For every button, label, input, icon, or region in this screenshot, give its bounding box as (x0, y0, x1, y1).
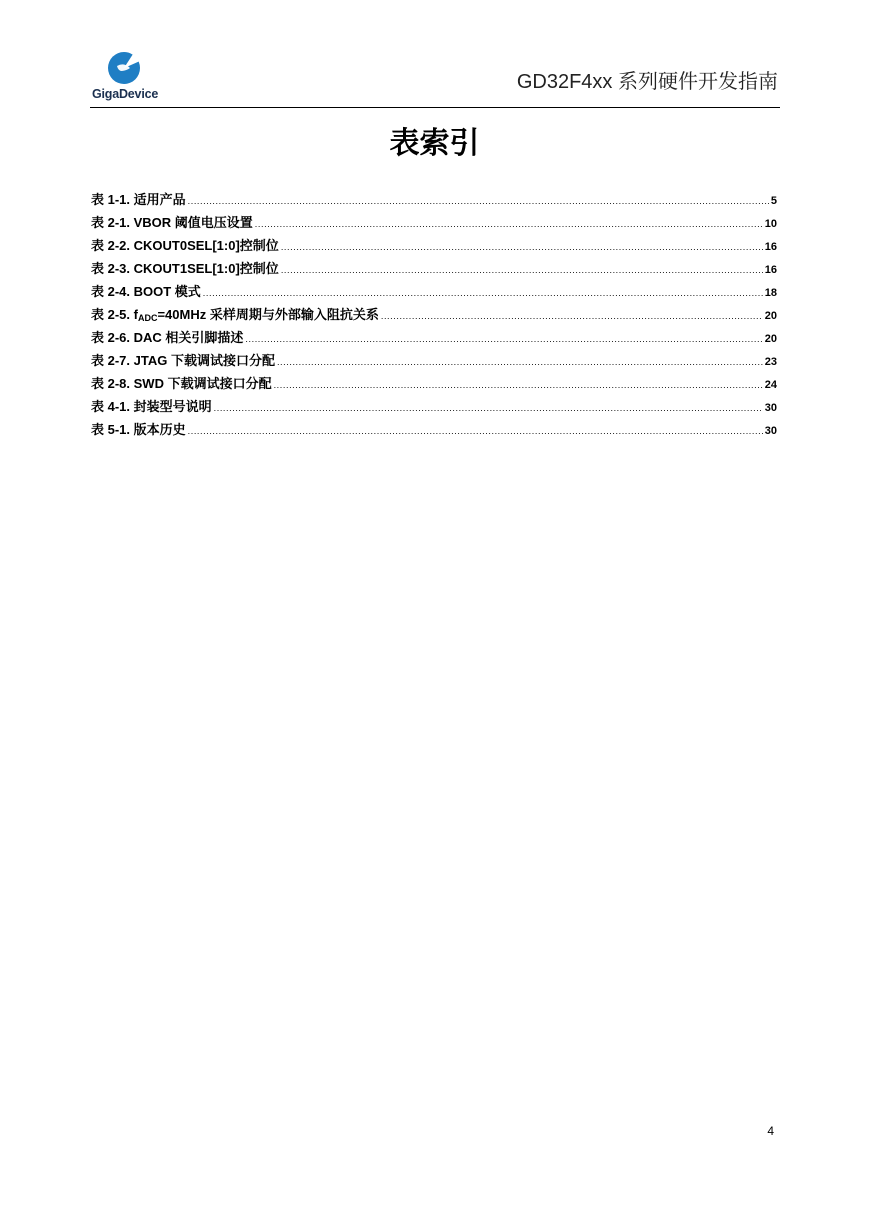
toc-entry-label: 表 2-1. VBOR 阈值电压设置 (91, 215, 253, 230)
toc-entry-page: 10 (764, 218, 777, 230)
toc-entry-label: 表 2-8. SWD 下载调试接口分配 (91, 376, 272, 391)
toc-entry[interactable] (91, 236, 777, 259)
logo-text: GigaDevice (92, 87, 159, 101)
toc-entry[interactable] (91, 351, 777, 374)
toc-entry-label-subscript: ADC (137, 313, 158, 323)
toc-entry-label: 表 2-3. CKOUT1SEL[1:0]控制位 (91, 261, 279, 276)
toc-entry-label: 表 5-1. 版本历史 (91, 422, 186, 437)
toc-entry-page: 16 (764, 241, 777, 253)
toc-entry[interactable] (91, 420, 777, 443)
toc-leader-dots (203, 283, 763, 303)
toc-entry-page: 20 (764, 310, 777, 322)
header-divider (90, 107, 780, 108)
toc-leader-dots (281, 237, 763, 257)
toc-entry[interactable] (91, 259, 777, 282)
toc-entry[interactable] (91, 328, 777, 351)
toc-leader-dots (214, 398, 763, 418)
table-index-list (91, 190, 777, 443)
toc-leader-dots (255, 214, 763, 234)
page-heading: 表索引 (389, 127, 480, 160)
toc-leader-dots (245, 329, 762, 349)
toc-entry[interactable] (91, 282, 777, 305)
toc-entry-label-suffix: =40MHz 采样周期与外部输入阻抗关系 (157, 307, 379, 322)
toc-entry-page: 16 (764, 264, 777, 276)
toc-leader-dots (277, 352, 763, 372)
toc-entry-label: 表 2-6. DAC 相关引脚描述 (91, 330, 244, 345)
toc-entry-label: 表 2-2. CKOUT0SEL[1:0]控制位 (91, 238, 279, 253)
toc-entry[interactable] (91, 374, 777, 397)
toc-entry-page: 20 (764, 333, 777, 345)
toc-entry-label: 表 4-1. 封装型号说明 (91, 399, 212, 414)
toc-leader-dots (281, 260, 763, 280)
toc-entry-page: 30 (764, 402, 777, 414)
toc-entry-label (91, 305, 379, 328)
toc-entry[interactable] (91, 190, 777, 213)
document-title: GD32F4xx 系列硬件开发指南 (516, 71, 778, 93)
toc-entry-label: 表 2-4. BOOT 模式 (91, 284, 201, 299)
toc-entry-label: 表 2-7. JTAG 下载调试接口分配 (91, 353, 275, 368)
toc-entry-page: 18 (764, 287, 777, 299)
toc-leader-dots (188, 191, 769, 211)
page-number: 4 (767, 1124, 774, 1138)
toc-leader-dots (188, 421, 763, 441)
toc-leader-dots (381, 306, 763, 326)
toc-leader-dots (274, 375, 763, 395)
toc-entry-page: 5 (770, 195, 777, 207)
toc-entry-page: 30 (764, 425, 777, 437)
toc-entry-label-prefix: 表 2-5. f (91, 307, 138, 322)
toc-entry-label: 表 1-1. 适用产品 (91, 192, 186, 207)
toc-entry-page: 24 (764, 379, 777, 391)
toc-entry[interactable] (91, 397, 777, 420)
toc-entry-page: 23 (764, 356, 777, 368)
toc-entry[interactable] (91, 305, 777, 328)
gigadevice-logo-icon (106, 50, 144, 86)
toc-entry[interactable] (91, 213, 777, 236)
gigadevice-logo (92, 50, 164, 106)
